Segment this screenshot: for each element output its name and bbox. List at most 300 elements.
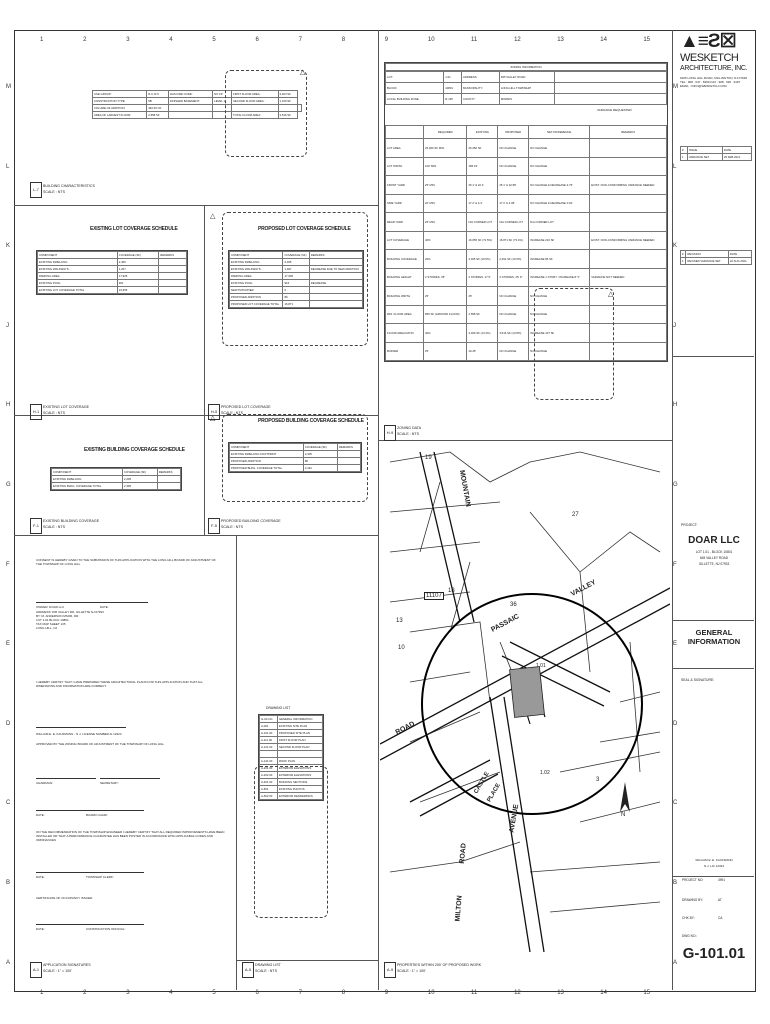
- table-cell: [554, 72, 666, 83]
- owner-detail-line: LOT 1.01 BLOCK 10801: [36, 618, 69, 622]
- table-row: [230, 465, 361, 472]
- table-cell: 16,871 SF (73.4%): [498, 231, 529, 250]
- table-row: [386, 231, 667, 250]
- table-row: [230, 301, 363, 308]
- grid-label: 14: [600, 990, 607, 996]
- date-label: DATE:: [36, 875, 45, 879]
- table-cell: 961: [117, 280, 158, 287]
- table-cell: A-501: [260, 786, 278, 793]
- table-cell: 17.2' & 4.38': [498, 194, 529, 213]
- detail-scale: SCALE : 1" = 100': [397, 969, 426, 973]
- checked-by-label: CHK BY:: [682, 916, 695, 920]
- table-cell: EXISTING BLDG. COVERAGE TOTAL: [52, 483, 123, 490]
- grid-label: E: [6, 641, 11, 648]
- table-cell: 25': [424, 342, 467, 361]
- divider: [14, 535, 378, 536]
- table-cell: 19.45': [467, 342, 498, 361]
- table-cell: INCREASE 107 SF: [529, 324, 590, 343]
- secretary-label: SECRETARY:: [100, 781, 119, 785]
- table-cell: FINISHED BASEMENT:: [168, 98, 212, 105]
- table-cell: FRONT YARD: [386, 176, 424, 195]
- revision-cloud: [534, 288, 614, 400]
- grid-label: H: [6, 402, 11, 409]
- table-cell: 0: [283, 287, 309, 294]
- table-row: [386, 213, 667, 232]
- board-chair-label: BOARD CHAIR:: [86, 813, 108, 817]
- table-cell: 850 SF (GROUND FLOOR): [424, 305, 467, 324]
- grid-label: 6: [255, 990, 259, 996]
- table-cell: MUNICIPALITY:: [461, 83, 499, 94]
- firm-email: EMAIL : INFO@WESKETCH.COM: [680, 84, 727, 88]
- table-cell: LOCAL BUILDING ZONE:: [386, 94, 444, 105]
- table-cell: A-201.00: [260, 765, 278, 772]
- detail-scale: SCALE : NTS: [43, 411, 65, 415]
- street-label: VALLEY: [569, 579, 598, 598]
- revision-cloud: [225, 70, 307, 157]
- detail-scale: SCALE : NTS: [43, 190, 65, 194]
- lot-number: 1.01: [536, 663, 546, 669]
- table-row: [38, 287, 187, 294]
- detail-caption: ZONING DATA: [397, 426, 422, 430]
- table-cell: 1: [681, 258, 686, 265]
- table-cell: [309, 301, 362, 308]
- table-row: [38, 259, 187, 266]
- detail-code: L-7: [30, 182, 42, 198]
- drawn-by-label: DRAWING BY:: [682, 898, 704, 902]
- grid-label: M: [6, 84, 11, 90]
- lot-number: 36: [510, 602, 517, 608]
- table-cell: EXISTING PHOTOS: [277, 786, 322, 793]
- table-cell: ADDRESS:: [461, 72, 499, 83]
- table-cell: 2,405: [117, 259, 158, 266]
- owner-label: OWNER: DOAR LLC: [36, 605, 65, 609]
- table-cell: 25,356 SF: [467, 139, 498, 158]
- signature-line: [100, 778, 160, 779]
- table-cell: G-101.01: [260, 716, 278, 723]
- street-label: PASSAIC: [490, 613, 521, 634]
- date-label: DATE:: [100, 605, 109, 609]
- table-header-cell: REVISION: [686, 251, 729, 258]
- table-cell: [590, 250, 667, 269]
- table-cell: 20%: [424, 250, 467, 269]
- table-cell: EXISTING DWELLING FOOTPRINT: [230, 451, 304, 458]
- table-cell: [157, 476, 180, 483]
- table-cell: NO CHANGE: [529, 287, 590, 306]
- engineer-note: ON THE RECOMMENDATION OF THE TOWNSHIP ENGINEER I HEREBY CERTIFY THAT ALL REQUIRED IMPROVEMENTS HAVE BEEN INSTALLED OR THAT A PERFORMANCE GUARANTEE HAS BEEN POSTED IN ACCORDANCE WITH APPLICABLE CODES AND ORDINANCES: [36, 830, 225, 842]
- grid-label: K: [6, 243, 11, 250]
- table-cell: 1,019 SF: [278, 98, 297, 105]
- owner-detail-line: LONG HILL, NJ: [36, 626, 58, 630]
- proposed-bldg-heading: PROPOSED BUILDING COVERAGE SCHEDULE: [258, 418, 364, 424]
- lot-number: 10: [398, 645, 405, 651]
- table-cell: PARKING AREA: [38, 273, 118, 280]
- table-cell: REAR YARD: [386, 213, 424, 232]
- signature-line: [84, 810, 144, 811]
- divider: [378, 30, 379, 990]
- grid-label: B: [6, 880, 11, 886]
- table-cell: LOT AREA: [386, 139, 424, 158]
- date-label: DATE:: [36, 813, 45, 817]
- table-cell: MIN. FLOOR AREA: [386, 305, 424, 324]
- grid-label: G: [6, 482, 11, 488]
- detail-caption: EXISTING BUILDING COVERAGE: [43, 519, 100, 523]
- table-cell: [159, 266, 187, 273]
- grid-label: H: [673, 402, 678, 409]
- date-label: DATE:: [36, 927, 45, 931]
- detail-scale: SCALE : 1" = 100': [43, 969, 72, 973]
- table-header-cell: COVERAGE (SF): [123, 469, 158, 476]
- divider: [378, 440, 672, 441]
- grid-label: 5: [212, 990, 216, 996]
- grid-label: 7: [298, 990, 302, 996]
- table-row: [38, 280, 187, 287]
- table-cell: VARIANCE NOT NEEDED: [590, 268, 667, 287]
- table-cell: REVISED VARIANCE SET: [686, 258, 729, 265]
- table-row: [386, 72, 667, 83]
- table-cell: BUILDING SECTIONS: [277, 779, 322, 786]
- table-cell: A-001: [260, 723, 278, 730]
- grid-label: 14: [600, 37, 607, 43]
- table-cell: 25.1' & 22.2': [467, 176, 498, 195]
- table-cell: PARKING AREA: [230, 273, 283, 280]
- table-row: [230, 294, 363, 301]
- table-cell: COUNTY:: [461, 94, 499, 105]
- table-cell: [338, 465, 361, 472]
- grid-label: K: [673, 243, 678, 250]
- divider: [672, 620, 754, 621]
- township-clerk-label: TOWNSHIP CLERK:: [86, 875, 114, 879]
- table-cell: 17,905: [117, 273, 158, 280]
- table-cell: EXISTING DWELLING: [38, 259, 118, 266]
- grid-label: 10: [427, 990, 435, 996]
- grid-label: C: [673, 800, 678, 807]
- table-row: [386, 250, 667, 269]
- table-row: [52, 476, 181, 483]
- table-row: [230, 273, 363, 280]
- table-row: [230, 287, 363, 294]
- table-cell: [309, 273, 362, 280]
- detail-caption: PROPERTIES WITHIN 200' OF PROPOSED WORK: [397, 963, 482, 967]
- table-cell: [590, 213, 667, 232]
- table-row: [260, 723, 323, 730]
- table-cell: EXISTING POOL: [38, 280, 118, 287]
- table-header-cell: COVERAGE (SF): [303, 444, 337, 451]
- street-label: AVENUE: [508, 803, 521, 834]
- construction-official-label: CONSTRUCTION OFFICIAL:: [86, 927, 126, 931]
- table-cell: 2,405: [123, 476, 158, 483]
- grid-label: 4: [169, 37, 173, 43]
- grid-label: 8: [341, 990, 346, 996]
- table-cell: 2,491 SF (10.9%): [498, 250, 529, 269]
- table-row: [386, 176, 667, 195]
- table-cell: EXISTING DWELLING: [230, 259, 283, 266]
- detail-code: H-1: [30, 404, 42, 420]
- table-cell: [168, 112, 212, 119]
- zoning-table: [384, 62, 668, 362]
- zoning-heading: ZONING INFORMATION: [386, 64, 667, 71]
- table-row: [386, 342, 667, 361]
- seal-label: SEAL & SIGNATURE:: [681, 678, 715, 682]
- grid-label: C: [6, 800, 11, 807]
- certificate-label: CERTIFICATE OF OCCUPANCY ISSUED:: [36, 896, 93, 900]
- table-cell: 26 FEB 2021: [722, 154, 751, 161]
- grid-label: 15: [643, 990, 651, 996]
- table-row: [681, 154, 752, 161]
- table-cell: [590, 157, 667, 176]
- firm-contact: TEL : 908 . 647 . 8200 FAX : 908 . 626 . 9197: [680, 80, 741, 84]
- firm-logo: ▲≡Ƨ☒: [680, 31, 736, 52]
- existing-lot-heading: EXISTING LOT COVERAGE SCHEDULE: [90, 226, 178, 232]
- table-cell: 3,409 SF (13.4%): [467, 324, 498, 343]
- firm-address: 9105 LONG HILL ROAD, MILLINGTON, NJ 07946: [680, 76, 748, 80]
- proposed-bldg-table: [228, 442, 362, 473]
- grid-label: A: [673, 959, 678, 966]
- table-header-cell: COVERAGE (SF): [283, 252, 309, 259]
- table-cell: EXISTING DWELLING: [52, 476, 123, 483]
- table-cell: A-111.00: [260, 737, 278, 744]
- table-cell: 25' MIN.: [424, 213, 467, 232]
- table-header-cell: REMARKS: [159, 252, 187, 259]
- table-cell: [168, 105, 212, 112]
- sheet-number: G-101.01: [682, 945, 746, 962]
- grid-label: 11: [471, 37, 478, 43]
- lot-number: 1.02: [540, 770, 550, 776]
- grid-label: 4: [169, 990, 173, 996]
- table-cell: FIRST FLOOR AREA:: [231, 91, 278, 98]
- table-row: [230, 280, 363, 287]
- project-lot: LOT 1.01 - BLOCK 10801: [695, 550, 733, 554]
- table-row: [260, 758, 323, 765]
- approved-text: APPROVED BY THE ZONING BOARD OF ADJUSTMENT OF THE TOWNSHIP OF LONG HILL: [36, 742, 165, 746]
- grid-label: L: [673, 163, 677, 170]
- table-cell: A-401.00: [260, 779, 278, 786]
- owner-detail-line: TAX MAP SHEET 135: [36, 622, 66, 626]
- drawing-list-heading: DRAWING LIST: [266, 706, 291, 710]
- street-label: MOUNTAIN: [457, 469, 472, 508]
- table-cell: 86: [303, 458, 337, 465]
- table-cell: 100' MIN.: [424, 157, 467, 176]
- detail-code: H-9: [384, 425, 396, 441]
- issue-table: [680, 146, 752, 161]
- table-row: [230, 458, 361, 465]
- table-cell: PROPOSED SITE PLAN: [277, 730, 322, 737]
- owner-detail-line: BY: M. ANDERSON MSOR, DR.: [36, 614, 80, 618]
- grid-label: 6: [255, 37, 259, 43]
- table-cell: USE GROUP:: [93, 91, 147, 98]
- table-cell: BUILDING WIDTH: [386, 287, 424, 306]
- table-cell: BUFFER: [386, 342, 424, 361]
- grid-label: 3: [126, 990, 130, 996]
- detail-scale: SCALE : NTS: [221, 411, 243, 415]
- revision-triangle-icon: △: [210, 213, 216, 220]
- table-row: [386, 305, 667, 324]
- table-row: [681, 258, 752, 265]
- certify-text: I HEREBY CERTIFY THAT I HAVE PREPARED THESE ARCHITECTURAL PLANS FOR THIS APPLICATION AND THAT ALL DIMENSIONS AND INFORMATION ARE CORRECT.: [36, 680, 203, 688]
- table-cell: 40%: [424, 231, 467, 250]
- grid-label: 1: [40, 990, 44, 996]
- table-cell: 40%: [424, 324, 467, 343]
- consent-text: CONSENT IS HEREBY GIVEN TO THE SUBMISSION OF THIS APPLICATION WITH THE LONG HILL BOARD OF ADJUSTMENT OF THE TOWNSHIP OF LONG HILL: [36, 558, 216, 566]
- divider: [672, 356, 754, 357]
- existing-bldg-heading: EXISTING BUILDING COVERAGE SCHEDULE: [84, 447, 185, 453]
- signature-line: [36, 778, 96, 779]
- table-cell: EXTERIOR RENDERINGS: [277, 793, 322, 800]
- detail-caption: DRAWING LIST: [255, 963, 281, 967]
- table-header-cell: COMPONENT: [230, 252, 283, 259]
- firm-sub: ARCHITECTURE, INC.: [680, 65, 748, 72]
- table-cell: [157, 483, 180, 490]
- table-cell: 2 STORIES, 17.5': [467, 268, 498, 287]
- revision-triangle-icon: △: [210, 415, 216, 422]
- table-cell: INCREASE 216 SF: [529, 231, 590, 250]
- project-no: 3991: [718, 878, 726, 882]
- table-row: [386, 268, 667, 287]
- existing-lot-table: [36, 250, 188, 295]
- street-label: CASTLE: [473, 771, 491, 795]
- grid-label: 8: [341, 37, 346, 43]
- table-cell: 20' MIN.: [424, 194, 467, 213]
- variance-note: VARIANCE REQUESTED: [597, 108, 632, 112]
- sheet-title: GENERAL INFORMATION: [687, 628, 741, 646]
- table-cell: [159, 259, 187, 266]
- grid-label: 2: [83, 990, 87, 996]
- grid-label: 7: [298, 37, 302, 43]
- grid-label: D: [673, 720, 678, 727]
- table-cell: 25': [467, 287, 498, 306]
- table-cell: [159, 287, 187, 294]
- table-cell: 25.1' & 22.58': [498, 176, 529, 195]
- grid-label: J: [673, 322, 676, 329]
- table-cell: EXISTING POOL: [230, 280, 283, 287]
- lot-number: 3: [596, 777, 600, 783]
- divider: [672, 668, 754, 669]
- owner-details: [36, 610, 104, 630]
- table-cell: 1,207: [117, 266, 158, 273]
- detail-scale: SCALE : NTS: [255, 969, 277, 973]
- signature-line: [36, 727, 126, 728]
- street-label: MILTON: [454, 895, 464, 922]
- street-label: PLACE: [486, 782, 502, 804]
- table-cell: 2,405: [303, 451, 337, 458]
- grid-label: 12: [514, 37, 521, 43]
- table-cell: 25,000 SF MIN.: [424, 139, 467, 158]
- owner-detail-line: ADDRESS: 845 VALLEY RD, GILLETTE NJ 07933: [36, 610, 104, 614]
- table-cell: DECREASE DUE TO NEW ADDITION: [309, 266, 362, 273]
- table-cell: FIRST FLOOR PLAN: [277, 737, 322, 744]
- table-cell: LOT COVERAGE: [386, 231, 424, 250]
- grid-label: L: [6, 163, 10, 170]
- lot-number: 18: [448, 588, 455, 594]
- table-cell: A-141.00: [260, 758, 278, 765]
- table-cell: N/A CORNER LOT: [498, 213, 529, 232]
- table-cell: CONSTRUCTION TYPE:: [93, 98, 147, 105]
- table-row: [386, 94, 667, 105]
- table-cell: ROOF PLAN: [277, 758, 322, 765]
- table-cell: 16,655: [117, 287, 158, 294]
- project-no-label: PROJECT NO:: [682, 878, 704, 882]
- grid-label: 9: [384, 990, 389, 996]
- revision-triangle-icon: △: [300, 69, 306, 76]
- table-cell: VOLUME OF ADDITION:: [93, 105, 147, 112]
- table-cell: 25': [424, 287, 467, 306]
- title-block-divider: [672, 30, 673, 990]
- project-info: [676, 535, 752, 566]
- table-cell: N/A CORNER LOT: [529, 213, 590, 232]
- table-cell: [159, 280, 187, 287]
- chairman-label: CHAIRMAN:: [36, 781, 53, 785]
- table-cell: [159, 273, 187, 280]
- table-cell: 17.2' & 4.4': [467, 194, 498, 213]
- grid-label: 11: [471, 990, 478, 996]
- lot-number: 19: [425, 455, 432, 461]
- table-cell: 2 STORIES, 35': [424, 268, 467, 287]
- table-cell: [309, 294, 362, 301]
- table-cell: 16,871: [283, 301, 309, 308]
- proposed-lot-heading: PROPOSED LOT COVERAGE SCHEDULE: [258, 226, 351, 232]
- table-row: [230, 451, 361, 458]
- grid-label: A: [6, 959, 11, 966]
- table-cell: EXISTING LOT COVERAGE TOTAL: [38, 287, 118, 294]
- revision-table: [680, 250, 752, 265]
- lot-number: 13: [396, 618, 403, 624]
- table-row: [260, 716, 323, 723]
- table-cell: LOT WIDTH: [386, 157, 424, 176]
- firm-name: WESKETCH: [680, 52, 739, 64]
- table-cell: NO CHANGE: [498, 157, 529, 176]
- table-cell: [260, 751, 278, 758]
- dwg-no-label: DWG NO.:: [682, 934, 698, 938]
- table-cell: [554, 94, 666, 105]
- table-cell: TOTAL FLOOR AREA:: [231, 112, 278, 119]
- lot-number: 27: [572, 512, 579, 518]
- table-cell: HAS FIRE CODE:: [168, 91, 212, 98]
- grid-label: 5: [212, 37, 216, 43]
- divider: [236, 960, 378, 961]
- table-header-cell: EXISTING: [467, 126, 498, 139]
- table-cell: 5B: [147, 98, 169, 105]
- table-row: [386, 287, 667, 306]
- project-city: GILLETTE, NJ 07933: [698, 562, 730, 566]
- table-cell: FLOOR AREA RATIO: [386, 324, 424, 343]
- grid-label: 12: [514, 990, 521, 996]
- divider: [672, 876, 754, 877]
- table-cell: PROPOSED ADDITION: [230, 294, 283, 301]
- table-cell: NO FP: [213, 91, 232, 98]
- table-cell: 2,405: [283, 259, 309, 266]
- table-header-cell: REMARKS: [157, 469, 180, 476]
- revision-cloud: [254, 766, 328, 918]
- table-cell: VARIANCE SET: [687, 154, 722, 161]
- table-cell: 3,516 SF (13.8%): [498, 324, 529, 343]
- table-cell: EXIST. NON-CONFORMING VARIANCE NEEDED: [590, 176, 667, 195]
- table-cell: 1: [681, 154, 688, 161]
- table-cell: 2 STORIES, 25' 9": [498, 268, 529, 287]
- table-cell: NEW PATIO/PIER: [230, 287, 283, 294]
- table-cell: SECOND FLOOR PLAN: [277, 744, 322, 751]
- divider: [236, 535, 237, 990]
- table-cell: [277, 751, 322, 758]
- table-row: [230, 259, 363, 266]
- detail-caption: PROPOSED LOT COVERAGE: [221, 405, 271, 409]
- table-header-cell: DATE: [728, 251, 751, 258]
- table-row: [386, 157, 667, 176]
- firm-block: [680, 32, 752, 88]
- divider: [204, 205, 205, 535]
- table-row: [260, 737, 323, 744]
- tax-map: [380, 442, 670, 957]
- table-cell: BLOCK:: [386, 83, 444, 94]
- architect-signature: WILLIAM E. E. KAUFMANN - N.J. LICENSE NUMBER AI 12324: [36, 732, 122, 736]
